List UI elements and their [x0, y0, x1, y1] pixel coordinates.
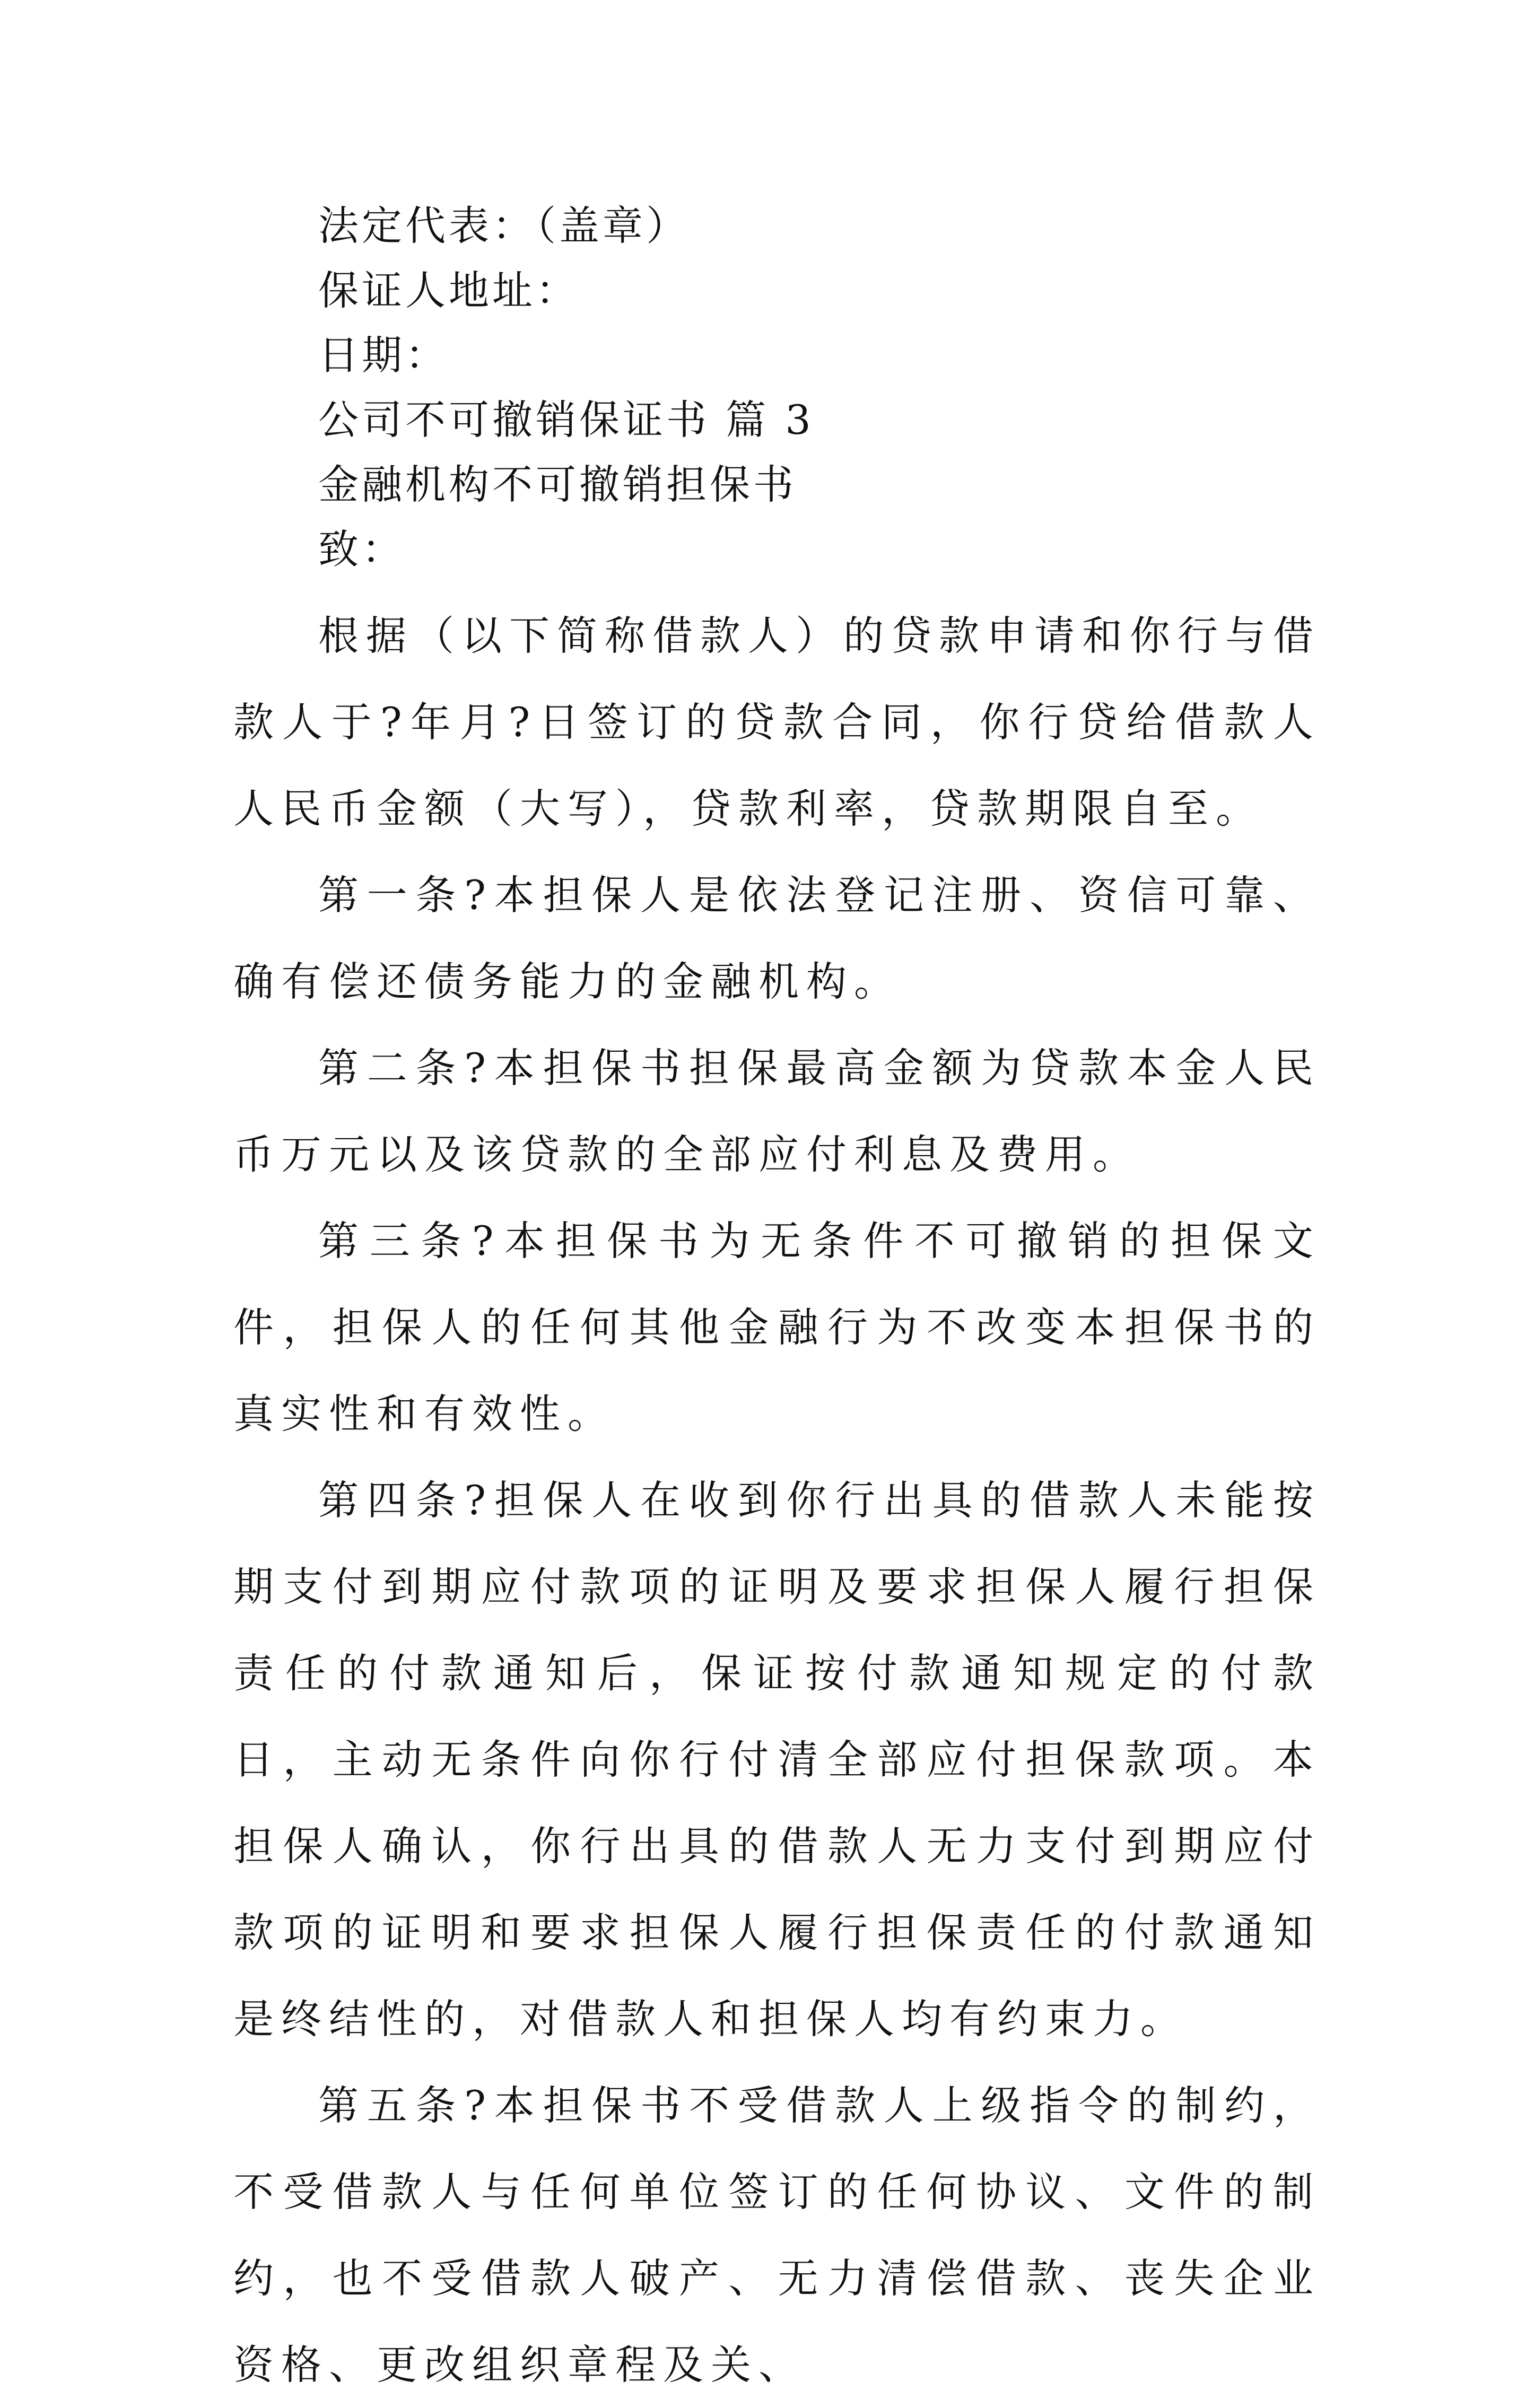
document-body: [233, 194, 1321, 2408]
legal-representative-line: 法定代表：（盖章）: [318, 202, 690, 249]
guarantor-address-line: 保证人地址：: [318, 267, 579, 314]
paragraph-article-1: 第一条?本担保人是依法登记注册、资信可靠、确有偿还债务能力的金融机构。: [233, 871, 1321, 1005]
date-line: 日期：: [318, 331, 449, 379]
paragraph-article-5: 第五条?本担保书不受借款人上级指令的制约，不受借款人与任何单位签订的任何协议、文件的制约，也不受借款人破产、无力清偿借款、丧失企业资格、更改组织章程及关、: [233, 2082, 1321, 2388]
section-title: 公司不可撤销保证书 篇 3: [318, 396, 814, 443]
recipient-line: 致：: [318, 526, 405, 573]
document-title: 金融机构不可撤销担保书: [318, 461, 797, 508]
paragraph-article-3: 第三条?本担保书为无条件不可撤销的担保文件，担保人的任何其他金融行为不改变本担保书的真实性和有效性。: [233, 1217, 1321, 1437]
paragraph-intro: 根据（以下简称借款人）的贷款申请和你行与借款人于?年月?日签订的贷款合同，你行贷给借款人人民币金额（大写），贷款利率，贷款期限自至。: [233, 612, 1321, 832]
paragraph-article-2: 第二条?本担保书担保最高金额为贷款本金人民币万元以及该贷款的全部应付利息及费用。: [233, 1044, 1321, 1178]
paragraph-article-4: 第四条?担保人在收到你行出具的借款人未能按期支付到期应付款项的证明及要求担保人履行担保责任的付款通知后，保证按付款通知规定的付款日，主动无条件向你行付清全部应付担保款项。本担保人确认，你行出具的借款人无力支付到期应付款项的证明和要求担保人履行担保责任的付款通知是终结性的，对借款人和担保人均有约束力。: [233, 1477, 1321, 2043]
